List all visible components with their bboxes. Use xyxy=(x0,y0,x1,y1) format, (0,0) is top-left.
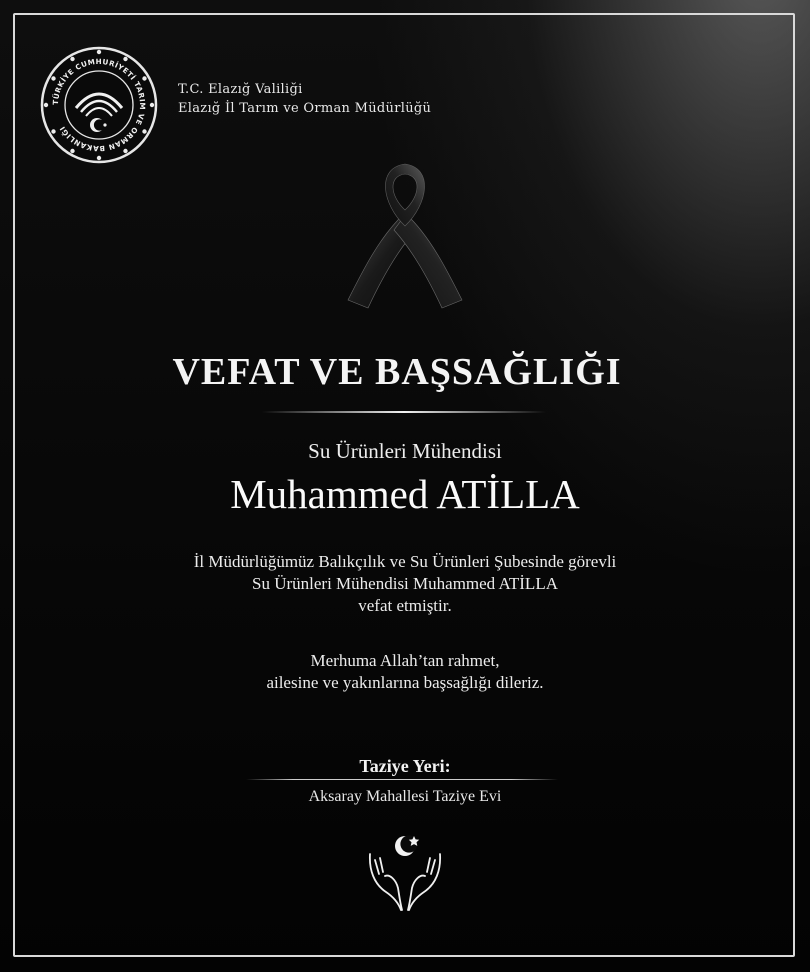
institution-header xyxy=(178,80,431,118)
mourning-ribbon-icon xyxy=(340,150,470,320)
institution-line-2: Elazığ İl Tarım ve Orman Müdürlüğü xyxy=(178,101,432,116)
institution-line-1: T.C. Elazığ Valiliği xyxy=(178,82,303,97)
taziye-divider xyxy=(246,779,558,780)
announcement-line-2: Su Ürünleri Mühendisi Muhammed ATİLLA xyxy=(252,574,558,593)
title-divider xyxy=(262,411,546,413)
praying-hands-crescent-icon xyxy=(364,830,446,914)
ministry-seal-icon xyxy=(40,46,158,164)
deceased-name: Muhammed ATİLLA xyxy=(230,471,580,517)
page-title: VEFAT VE BAŞSAĞLIĞI xyxy=(172,351,622,393)
announcement-line-3: vefat etmiştir. xyxy=(358,596,452,615)
condolence-line-1: Merhuma Allah’tan rahmet, xyxy=(310,651,500,670)
taziye-label: Taziye Yeri: xyxy=(359,756,451,776)
seal-ring-text: TÜRKİYE CUMHURİYETİ TARIM VE ORMAN BAKANLIĞI xyxy=(50,56,148,154)
condolence-paragraph xyxy=(0,650,810,694)
announcement-paragraph xyxy=(0,551,810,617)
taziye-place: Aksaray Mahallesi Taziye Evi xyxy=(308,788,502,805)
deceased-profession: Su Ürünleri Mühendisi xyxy=(308,439,502,463)
condolence-line-2: ailesine ve yakınlarına başsağlığı dileriz. xyxy=(266,673,544,692)
announcement-line-1: İl Müdürlüğümüz Balıkçılık ve Su Ürünleri Şubesinde görevli xyxy=(193,552,617,571)
